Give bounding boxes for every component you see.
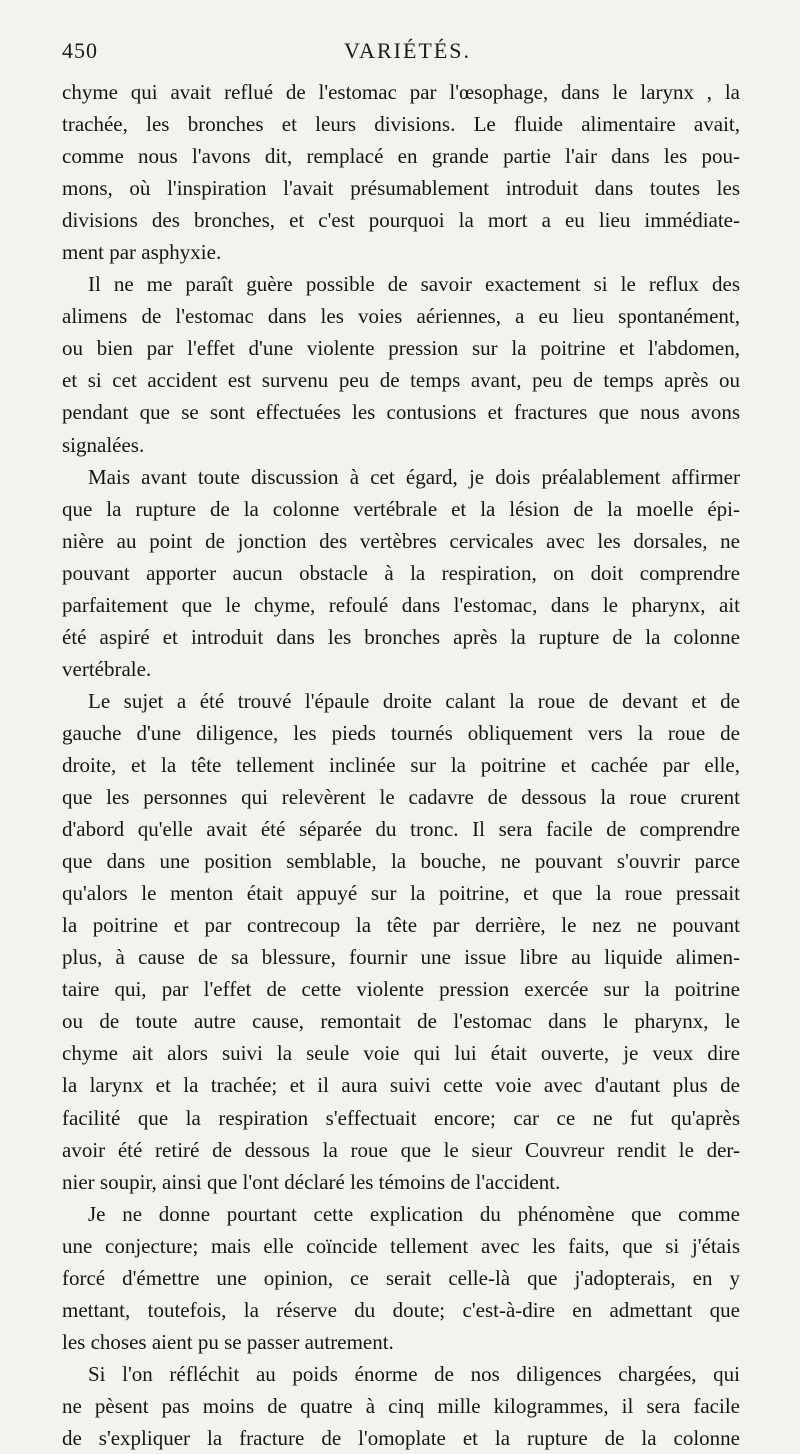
text-line: Le sujet a été trouvé l'épaule droite calant la roue de devant et de bbox=[88, 688, 740, 713]
paragraph-3 bbox=[62, 461, 740, 685]
text-line: ou bien par l'effet d'une violente pression sur la poitrine et l'abdomen, bbox=[62, 336, 740, 361]
text-line: nière au point de jonction des vertèbres cervicales avec les dorsales, ne bbox=[62, 528, 740, 553]
text-line: forcé d'émettre une opinion, ce serait celle-là que j'adopterais, en y bbox=[62, 1265, 740, 1290]
text-line: ou de toute autre cause, remontait de l'estomac dans le pharynx, le bbox=[62, 1009, 740, 1034]
text-line: plus, à cause de sa blessure, fournir une issue libre au liquide alimen- bbox=[62, 945, 740, 970]
text-line: Je ne donne pourtant cette explication du phénomène que comme bbox=[88, 1201, 740, 1226]
text-line: la poitrine et par contrecoup la tête par derrière, le nez ne pouvant bbox=[62, 913, 740, 938]
paragraph-2 bbox=[62, 268, 740, 460]
text-line: ne pèsent pas moins de quatre à cinq mille kilogrammes, il sera facile bbox=[62, 1393, 740, 1418]
text-line: signalées. bbox=[62, 432, 145, 457]
paragraph-5 bbox=[62, 1198, 740, 1358]
text-line: nier soupir, ainsi que l'ont déclaré les témoins de l'accident. bbox=[62, 1169, 561, 1194]
text-line: avoir été retiré de dessous la roue que le sieur Couvreur rendit le der- bbox=[62, 1137, 740, 1162]
text-line: ment par asphyxie. bbox=[62, 240, 222, 265]
text-line: une conjecture; mais elle coïncide tellement avec les faits, que si j'étais bbox=[62, 1233, 740, 1258]
text-line: et si cet accident est survenu peu de temps avant, peu de temps après ou bbox=[62, 368, 740, 393]
text-line: divisions des bronches, et c'est pourquoi la mort a eu lieu immédiate- bbox=[62, 208, 740, 233]
text-line: mons, où l'inspiration l'avait présumablement introduit dans toutes les bbox=[62, 176, 740, 201]
text-line: été aspiré et introduit dans les bronches après la rupture de la colonne bbox=[62, 624, 740, 649]
text-line: facilité que la respiration s'effectuait encore; car ce ne fut qu'après bbox=[62, 1105, 740, 1130]
text-line: Il ne me paraît guère possible de savoir exactement si le reflux des bbox=[88, 272, 740, 297]
text-line: alimens de l'estomac dans les voies aériennes, a eu lieu spontanément, bbox=[62, 304, 740, 329]
text-line: que la rupture de la colonne vertébrale et la lésion de la moelle épi- bbox=[62, 496, 740, 521]
text-line: Mais avant toute discussion à cet égard, je dois préalablement affirmer bbox=[88, 464, 740, 489]
paragraph-6 bbox=[62, 1358, 740, 1454]
paragraph-1 bbox=[62, 76, 740, 268]
text-line: la larynx et la trachée; et il aura suivi cette voie avec d'autant plus de bbox=[62, 1073, 740, 1098]
text-line: pendant que se sont effectuées les contusions et fractures que nous avons bbox=[62, 400, 740, 425]
running-title: VARIÉTÉS. bbox=[344, 38, 471, 63]
text-line: qu'alors le menton était appuyé sur la poitrine, et que la roue pressait bbox=[62, 881, 740, 906]
text-line: droite, et la tête tellement inclinée sur la poitrine et cachée par elle, bbox=[62, 752, 740, 777]
body-text bbox=[62, 76, 740, 1454]
paragraph-4 bbox=[62, 685, 740, 1198]
text-line: chyme qui avait reflué de l'estomac par l'œsophage, dans le larynx , la bbox=[62, 80, 740, 104]
text-line: gauche d'une diligence, les pieds tournés obliquement vers la roue de bbox=[62, 720, 740, 745]
running-head bbox=[62, 34, 740, 74]
text-line: d'abord qu'elle avait été séparée du tronc. Il sera facile de comprendre bbox=[62, 817, 740, 842]
text-line: chyme ait alors suivi la seule voie qui lui était ouverte, je veux dire bbox=[62, 1041, 740, 1066]
text-line: trachée, les bronches et leurs divisions. Le fluide alimentaire avait, bbox=[62, 112, 740, 137]
text-line: les choses aient pu se passer autrement. bbox=[62, 1329, 394, 1354]
text-line: comme nous l'avons dit, remplacé en grande partie l'air dans les pou- bbox=[62, 144, 740, 169]
text-line: pouvant apporter aucun obstacle à la respiration, on doit comprendre bbox=[62, 560, 740, 585]
text-line: de s'expliquer la fracture de l'omoplate et la rupture de la colonne bbox=[62, 1425, 740, 1450]
text-line: taire qui, par l'effet de cette violente pression exercée sur la poitrine bbox=[62, 977, 740, 1002]
text-line: parfaitement que le chyme, refoulé dans l'estomac, dans le pharynx, ait bbox=[62, 592, 740, 617]
text-line: que les personnes qui relevèrent le cadavre de dessous la roue crurent bbox=[62, 785, 740, 810]
text-line: Si l'on réfléchit au poids énorme de nos diligences chargées, qui bbox=[88, 1361, 740, 1386]
text-line: que dans une position semblable, la bouche, ne pouvant s'ouvrir parce bbox=[62, 849, 740, 874]
text-line: mettant, toutefois, la réserve du doute; c'est-à-dire en admettant que bbox=[62, 1297, 740, 1322]
page-number: 450 bbox=[62, 38, 98, 63]
text-line: vertébrale. bbox=[62, 656, 152, 681]
